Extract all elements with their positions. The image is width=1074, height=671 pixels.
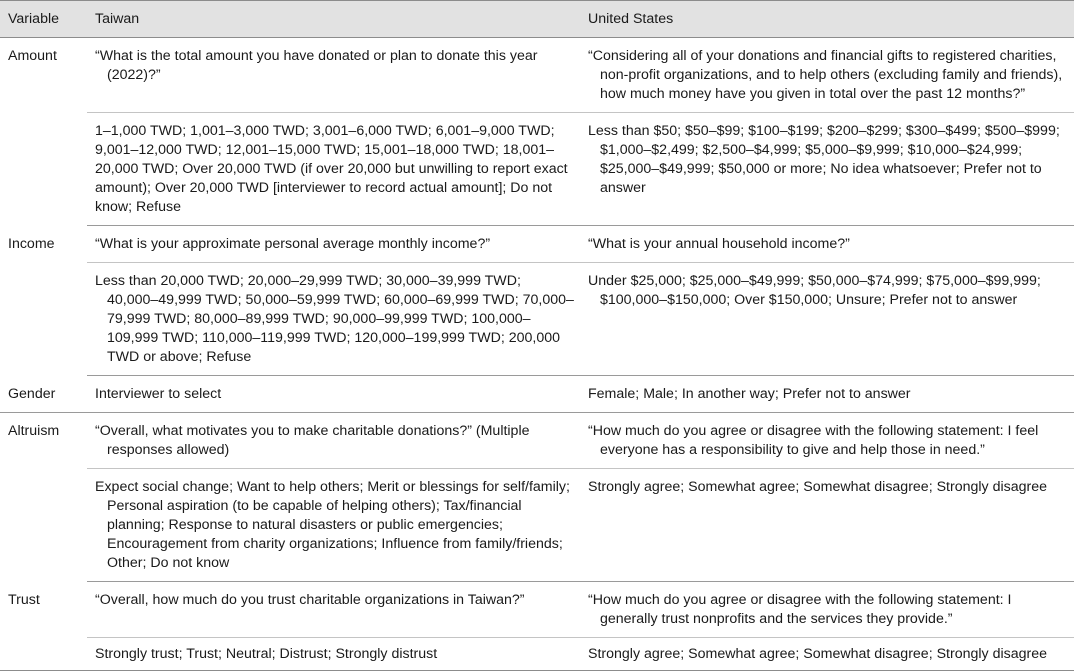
trust-us-options: Strongly agree; Somewhat agree; Somewhat disagree; Strongly disagree (580, 638, 1074, 671)
trust-taiwan-question: “Overall, how much do you trust charitable organizations in Taiwan?” (95, 592, 525, 608)
amount-us-question: “Considering all of your donations and financial gifts to registered charities, non-profit organizations, and to help others (excluding family and friends), how much money have you given in total over the past 12 months?” (588, 48, 1063, 102)
altruism-taiwan-options: Expect social change; Want to help others; Merit or blessings for self/family; Personal aspiration (to be capable of helping others); Tax/financial planning; Response to natural disasters or public emergencies; Encouragement from charity organizations; Influence from family/friends; Other; Do not know (87, 469, 580, 582)
amount-question-row (0, 38, 1074, 113)
gender-row (0, 376, 1074, 413)
gender-us: Female; Male; In another way; Prefer not to answer (580, 376, 1074, 413)
income-options-row (0, 263, 1074, 376)
altruism-us-options: Strongly agree; Somewhat agree; Somewhat disagree; Strongly disagree (580, 469, 1074, 582)
variable-amount: Amount (8, 48, 57, 64)
amount-taiwan-question: “What is the total amount you have donated or plan to donate this year (2022)?” (95, 48, 538, 83)
amount-us-options: Less than $50; $50–$99; $100–$199; $200–$299; $300–$499; $500–$999; $1,000–$2,499; $2,500–$4,999; $5,000–$9,999; $10,000–$24,999; $25,000–$49,999; $50,000 or more; No idea whatsoever; Prefer not to answer (580, 113, 1074, 226)
trust-question-row (0, 582, 1074, 638)
variable-trust: Trust (0, 582, 87, 671)
amount-taiwan-options: 1–1,000 TWD; 1,001–3,000 TWD; 3,001–6,000 TWD; 6,001–9,000 TWD; 9,001–12,000 TWD; 12,001–15,000 TWD; 15,001–18,000 TWD; 18,001–20,000 TWD; Over 20,000 TWD (if over 20,000 but unwilling to report exact amount); Over 20,000 TWD [interviewer to record actual amount]; Do not know; Refuse (87, 113, 580, 226)
trust-taiwan-options: Strongly trust; Trust; Neutral; Distrust; Strongly distrust (87, 638, 580, 671)
altruism-taiwan-question: “Overall, what motivates you to make charitable donations?” (Multiple responses allowed) (95, 423, 530, 458)
altruism-question-row (0, 413, 1074, 469)
income-taiwan-options: Less than 20,000 TWD; 20,000–29,999 TWD; 30,000–39,999 TWD; 40,000–49,999 TWD; 50,000–59,999 TWD; 60,000–69,999 TWD; 70,000–79,999 TWD; 80,000–89,999 TWD; 90,000–99,999 TWD; 100,000–109,999 TWD; 110,000–119,999 TWD; 120,000–199,999 TWD; 200,000 TWD or above; Refuse (87, 263, 580, 376)
income-us-options: Under $25,000; $25,000–$49,999; $50,000–$74,999; $75,000–$99,999; $100,000–$150,000; Over $150,000; Unsure; Prefer not to answer (580, 263, 1074, 376)
income-taiwan-question: “What is your approximate personal average monthly income?” (95, 236, 491, 252)
variable-gender: Gender (0, 376, 87, 413)
header-row (0, 1, 1074, 38)
gender-taiwan: Interviewer to select (87, 376, 580, 413)
income-question-row (0, 226, 1074, 263)
amount-options-row (0, 113, 1074, 226)
variable-altruism: Altruism (8, 423, 60, 439)
altruism-us-question: “How much do you agree or disagree with the following statement: I feel everyone has a responsibility to give and help those in need.” (588, 423, 1039, 458)
header-united-states: United States (580, 1, 1074, 38)
variable-income: Income (8, 235, 55, 252)
income-us-question: “What is your annual household income?” (588, 236, 850, 252)
altruism-options-row (0, 469, 1074, 582)
header-taiwan: Taiwan (87, 1, 580, 38)
trust-us-question: “How much do you agree or disagree with the following statement: I generally trust nonprofits and the services they provide.” (588, 592, 1012, 627)
trust-options-row (0, 638, 1074, 671)
header-variable: Variable (0, 1, 87, 38)
